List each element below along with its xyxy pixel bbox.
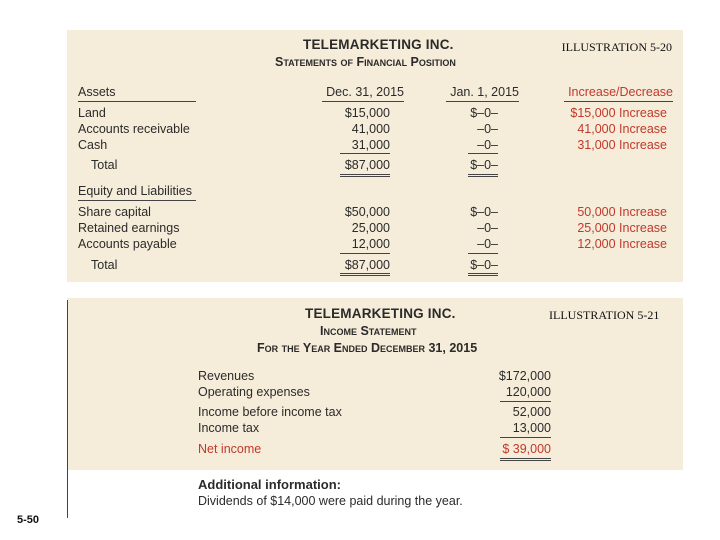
- col-change-header: Increase/Decrease: [568, 85, 673, 99]
- additional-info-heading: Additional information:: [198, 477, 341, 492]
- table-cell: –0–: [477, 237, 498, 251]
- left-rule: [67, 300, 68, 518]
- illustration-label: ILLUSTRATION 5-21: [549, 308, 660, 322]
- statement-title: Income Statement: [320, 324, 417, 338]
- table-row-label: Operating expenses: [198, 385, 310, 399]
- sum-rule: [468, 153, 498, 154]
- sum-rule: [468, 253, 498, 254]
- table-cell: $–0–: [470, 106, 498, 120]
- equity-heading: Equity and Liabilities: [78, 184, 192, 198]
- header-underline: [78, 101, 196, 102]
- table-row-label: Revenues: [198, 369, 255, 383]
- col-dec-header: Dec. 31, 2015: [326, 85, 404, 99]
- table-cell: 50,000 Increase: [577, 205, 667, 219]
- table-cell: –0–: [477, 122, 498, 136]
- table-row-label: Cash: [78, 138, 108, 152]
- table-cell: –0–: [477, 138, 498, 152]
- table-cell: 12,000: [351, 237, 390, 251]
- statement-title: Statements of Financial Position: [275, 55, 456, 69]
- table-cell: 12,000 Increase: [577, 237, 667, 251]
- table-row-label: Share capital: [78, 205, 151, 219]
- heading-underline: [78, 200, 196, 201]
- table-cell: 25,000: [351, 221, 390, 235]
- double-rule: [468, 273, 498, 276]
- col-jan-header: Jan. 1, 2015: [450, 85, 519, 99]
- table-cell: 13,000: [512, 421, 551, 435]
- table-row-label: Income tax: [198, 421, 260, 435]
- table-cell: $172,000: [498, 369, 551, 383]
- sum-rule: [500, 437, 551, 438]
- net-income-value: $ 39,000: [502, 442, 551, 456]
- company-name: TELEMARKETING INC.: [303, 37, 454, 52]
- table-cell: $15,000: [344, 106, 390, 120]
- header-underline: [446, 101, 519, 102]
- total-cell: $–0–: [470, 158, 498, 172]
- page-number: 5-50: [17, 514, 40, 526]
- table-cell: 31,000 Increase: [577, 138, 667, 152]
- table-cell: 120,000: [505, 385, 551, 399]
- table-row-label: Land: [78, 106, 106, 120]
- double-rule: [340, 273, 390, 276]
- table-cell: 52,000: [512, 405, 551, 419]
- double-rule: [500, 458, 551, 461]
- header-underline: [564, 101, 673, 102]
- double-rule: [340, 174, 390, 177]
- header-underline: [322, 101, 404, 102]
- assets-header: Assets: [78, 85, 116, 99]
- company-name: TELEMARKETING INC.: [305, 306, 456, 321]
- total-cell: $87,000: [344, 158, 390, 172]
- double-rule: [468, 174, 498, 177]
- illustration-label: ILLUSTRATION 5-20: [561, 40, 672, 54]
- sum-rule: [340, 153, 390, 154]
- table-cell: 41,000 Increase: [577, 122, 667, 136]
- table-cell: 25,000 Increase: [577, 221, 667, 235]
- table-row-label: Income before income tax: [198, 405, 342, 419]
- table-cell: 31,000: [351, 138, 390, 152]
- table-row-label: Accounts payable: [78, 237, 177, 251]
- table-row-label: Accounts receivable: [78, 122, 190, 136]
- additional-info-text: Dividends of $14,000 were paid during the year.: [198, 494, 463, 508]
- sum-rule: [500, 401, 551, 402]
- table-cell: $15,000 Increase: [570, 106, 667, 120]
- table-cell: $50,000: [344, 205, 390, 219]
- table-cell: –0–: [477, 221, 498, 235]
- total-cell: $–0–: [470, 258, 498, 272]
- net-income-label: Net income: [198, 442, 262, 456]
- table-row-label: Retained earnings: [78, 221, 180, 235]
- total-label: Total: [91, 258, 118, 272]
- total-cell: $87,000: [344, 258, 390, 272]
- total-label: Total: [91, 158, 118, 172]
- sum-rule: [340, 253, 390, 254]
- table-cell: $–0–: [470, 205, 498, 219]
- table-cell: 41,000: [351, 122, 390, 136]
- statement-period: For the Year Ended December 31, 2015: [257, 341, 478, 355]
